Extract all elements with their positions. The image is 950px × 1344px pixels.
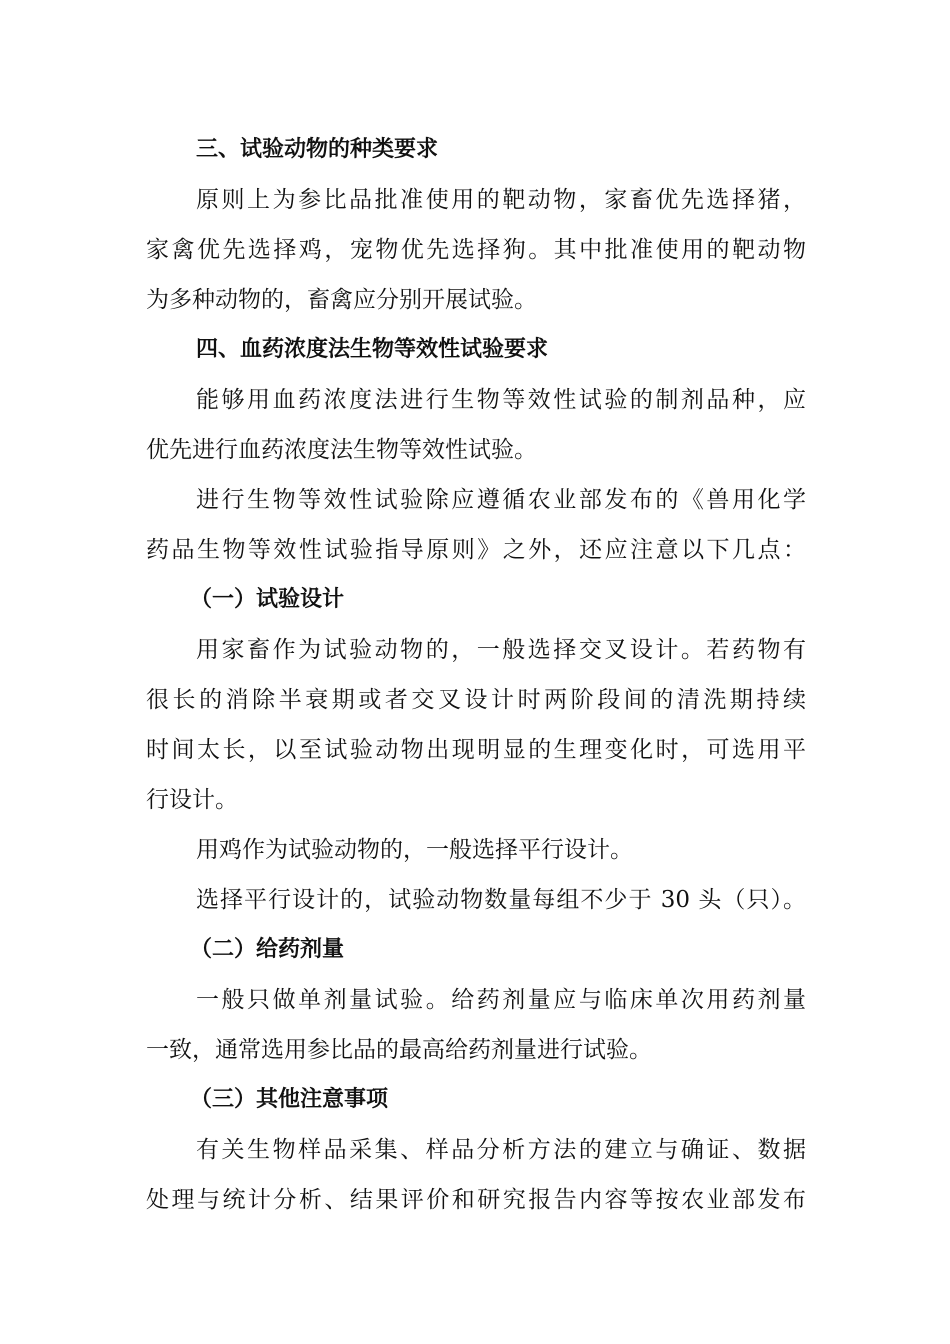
paragraph-line: 处理与统计分析、结果评价和研究报告内容等按农业部发布: [146, 1187, 806, 1213]
paragraph-line: 时间太长，以至试验动物出现明显的生理变化时，可选用平: [146, 737, 806, 763]
paragraph-line: 很长的消除半衰期或者交叉设计时两阶段间的清洗期持续: [146, 687, 806, 713]
paragraph-line: 用鸡作为试验动物的，一般选择平行设计。: [196, 837, 633, 863]
paragraph-line: 一致，通常选用参比品的最高给药剂量进行试验。: [146, 1037, 652, 1063]
subsection-heading-test-design: （一）试验设计: [190, 587, 345, 612]
paragraph-line: 一般只做单剂量试验。给药剂量应与临床单次用药剂量: [196, 987, 806, 1013]
subsection-heading-other-notes: （三）其他注意事项: [190, 1087, 389, 1112]
paragraph-line: 为多种动物的，畜禽应分别开展试验。: [146, 287, 537, 313]
paragraph-line: 用家畜作为试验动物的，一般选择交叉设计。若药物有: [196, 637, 806, 663]
section-heading-test-animal-species: 三、试验动物的种类要求: [196, 137, 439, 162]
paragraph-line: 药品生物等效性试验指导原则》之外，还应注意以下几点：: [146, 537, 806, 563]
paragraph-line: 家禽优先选择鸡，宠物优先选择狗。其中批准使用的靶动物: [146, 237, 806, 263]
paragraph-line: 原则上为参比品批准使用的靶动物，家畜优先选择猪，: [196, 187, 806, 213]
paragraph-line: 能够用血药浓度法进行生物等效性试验的制剂品种，应: [196, 387, 806, 413]
paragraph-line: 有关生物样品采集、样品分析方法的建立与确证、数据: [196, 1137, 806, 1163]
section-heading-blood-concentration-method: 四、血药浓度法生物等效性试验要求: [196, 337, 549, 362]
paragraph-line: 优先进行血药浓度法生物等效性试验。: [146, 437, 537, 463]
paragraph-line: 进行生物等效性试验除应遵循农业部发布的《兽用化学: [196, 487, 806, 513]
paragraph-line: 选择平行设计的，试验动物数量每组不少于 30 头（只）。: [196, 887, 806, 913]
subsection-heading-dosage: （二）给药剂量: [190, 937, 345, 962]
paragraph-line: 行设计。: [146, 787, 238, 813]
